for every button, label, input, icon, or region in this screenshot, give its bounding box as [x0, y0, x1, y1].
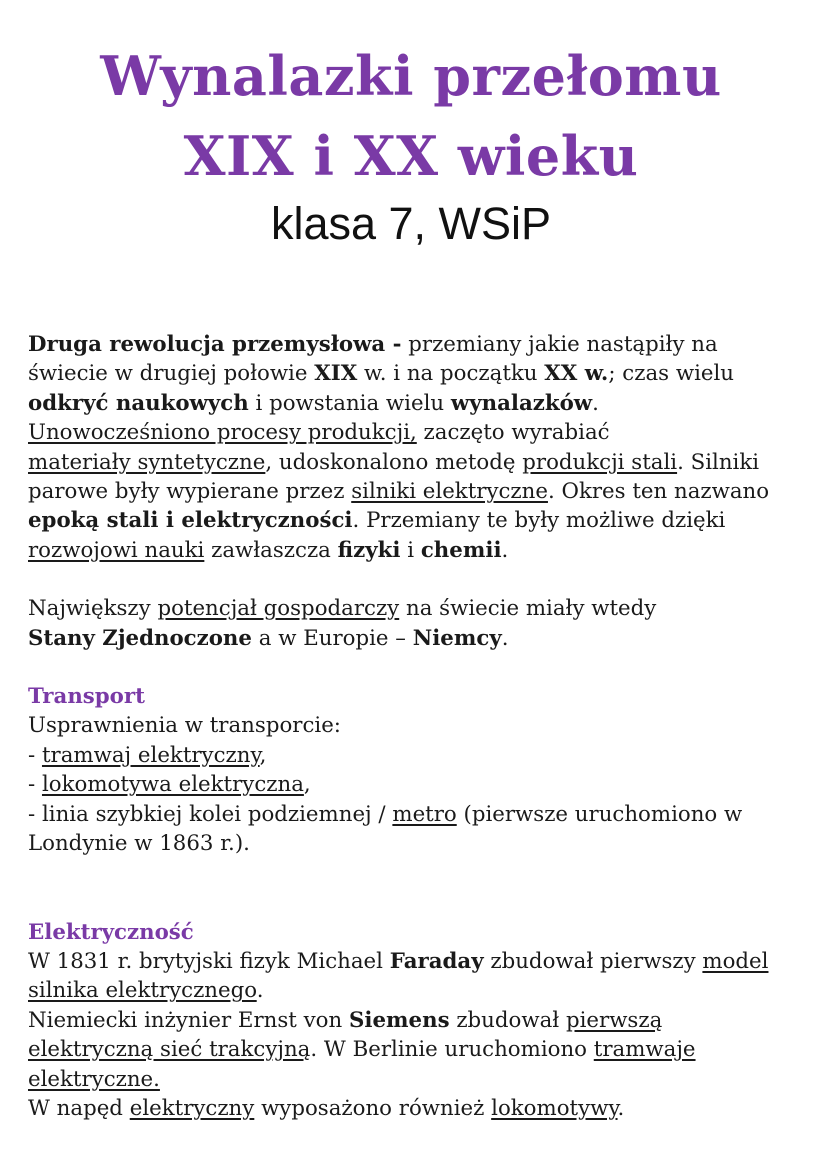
- dash: -: [28, 772, 42, 798]
- text: w. i na początku: [357, 361, 545, 387]
- transport-intro: Usprawnienia w transporcie:: [28, 713, 341, 739]
- text: Największy: [28, 596, 158, 622]
- text: zbudował: [449, 1007, 566, 1033]
- underlined-text: model silnika elektrycznego: [28, 948, 769, 1004]
- underlined-text: silniki elektryczne: [351, 479, 548, 505]
- bold-text: Niemcy: [412, 625, 502, 651]
- list-item: [28, 741, 794, 770]
- text: a w Europie –: [251, 625, 413, 651]
- term-bold: Druga rewolucja przemysłowa -: [28, 332, 402, 357]
- text: wyposażono również: [254, 1095, 492, 1121]
- potential-paragraph: [28, 594, 794, 653]
- electricity-paragraph-2: [28, 1006, 794, 1094]
- electricity-paragraph-3: [28, 1094, 794, 1123]
- text: (pierwsze uruchomiono w Londynie w 1863 r.).: [28, 801, 743, 857]
- dash: -: [28, 742, 42, 768]
- title-line-1: Wynalazki przełomu: [100, 44, 722, 108]
- document-body: [28, 330, 794, 1123]
- electricity-paragraph-1: [28, 947, 794, 1006]
- underlined-text: pierwszą elektryczną sieć trakcyjną: [28, 1007, 663, 1063]
- text: , udoskonalono metodę: [265, 449, 523, 475]
- underlined-text: tramwaje elektryczne.: [28, 1037, 696, 1092]
- text: ,: [303, 772, 311, 798]
- underlined-text: tramwaj elektryczny: [41, 742, 260, 768]
- spacer: [28, 653, 794, 682]
- text: przemiany jakie nastąpiły na świecie w drugiej połowie: [28, 332, 718, 387]
- spacer: [28, 565, 794, 594]
- bold-text: chemii: [420, 537, 502, 563]
- underlined-text: elektryczny: [129, 1095, 255, 1121]
- text: W 1831 r. brytyjski fizyk Michael: [28, 948, 390, 974]
- text: ; czas wielu: [608, 361, 735, 387]
- bold-text: Siemens: [348, 1007, 450, 1033]
- underlined-text: metro: [392, 801, 457, 827]
- underlined-text: materiały syntetyczne: [28, 449, 266, 475]
- bold-text: odkryć naukowych: [28, 390, 249, 416]
- title-line-2: XIX i XX wieku: [183, 124, 639, 188]
- text: zawłaszcza: [204, 537, 338, 563]
- text: .: [592, 390, 599, 416]
- bold-text: Stany Zjednoczone: [28, 625, 252, 651]
- text: .: [501, 537, 509, 563]
- bold-text: Faraday: [389, 948, 484, 974]
- underlined-text: lokomotywy: [491, 1095, 618, 1121]
- text: .: [501, 625, 509, 651]
- spacer: [28, 859, 794, 918]
- text: . Okres ten nazwano: [547, 479, 770, 505]
- dash: -: [28, 801, 42, 827]
- transport-heading: Transport: [28, 684, 145, 710]
- electricity-heading: Elektryczność: [28, 919, 194, 945]
- intro-paragraph: [28, 330, 794, 565]
- underlined-text: produkcji stali: [522, 449, 678, 475]
- text: i powstania wielu: [248, 390, 451, 416]
- text: . Przemiany te były możliwe dzięki: [352, 508, 726, 534]
- list-item: [28, 800, 794, 859]
- text: W napęd: [28, 1095, 130, 1121]
- underlined-text: Unowocześniono procesy produkcji,: [28, 420, 417, 446]
- bold-text: XX w.: [544, 361, 609, 387]
- bold-text: XIX: [314, 361, 358, 387]
- text: linia szybkiej kolei podziemnej /: [41, 801, 393, 827]
- text: .: [617, 1095, 625, 1121]
- text: zaczęto wyrabiać: [416, 420, 610, 446]
- bold-text: fizyki: [337, 537, 401, 563]
- text: na świecie miały wtedy: [399, 596, 657, 622]
- underlined-text: potencjał gospodarczy: [157, 596, 400, 622]
- bold-text: epoką stali i elektryczności: [28, 508, 353, 534]
- text: . W Berlinie uruchomiono: [310, 1037, 594, 1063]
- underlined-text: lokomotywa elektryczna: [41, 772, 304, 798]
- text: . Silniki parowe były wypierane przez: [28, 449, 760, 505]
- text: Niemiecki inżynier Ernst von: [28, 1007, 349, 1033]
- list-item: [28, 770, 794, 799]
- text: zbudował pierwszy: [483, 948, 703, 974]
- page-title: [28, 0, 794, 196]
- text: ,: [259, 742, 267, 768]
- page-subtitle: klasa 7, WSiP: [270, 198, 552, 249]
- text: i: [400, 537, 421, 563]
- underlined-text: rozwojowi nauki: [28, 537, 205, 563]
- text: .: [256, 978, 264, 1004]
- bold-text: wynalazków: [450, 390, 593, 416]
